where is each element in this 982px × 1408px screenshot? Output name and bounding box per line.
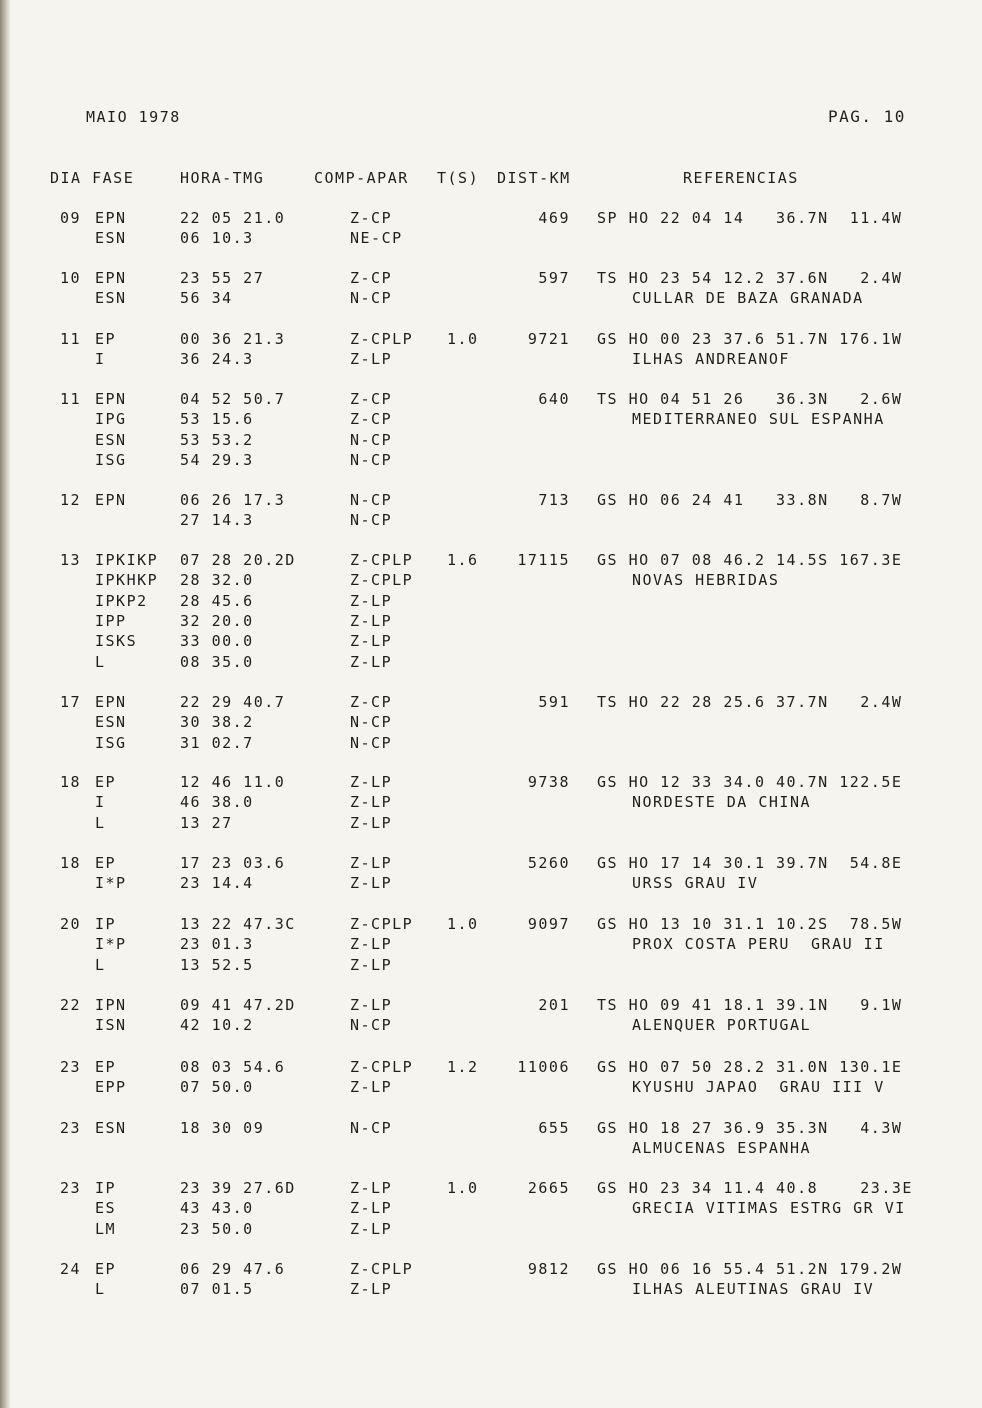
event-phase: ESN (95, 289, 127, 308)
event-phase: EPP (95, 1078, 127, 1097)
event-reference: GS HO 12 33 34.0 40.7N 122.5E (597, 773, 903, 791)
col-header-referencias: REFERENCIAS (683, 169, 799, 187)
event-period: 1.6 (447, 551, 479, 569)
event-phase: IPKIKP (95, 551, 159, 569)
col-header-ts: T(S) (437, 169, 480, 187)
event-phase: L (95, 813, 106, 832)
event-reference: TS HO 23 54 12.2 37.6N 2.4W (597, 269, 903, 287)
event-phase: ISN (95, 1016, 127, 1035)
event-day: 23 (60, 1179, 82, 1197)
event-phase: I*P (95, 935, 127, 954)
event-region: PROX COSTA PERU GRAU II (632, 935, 885, 954)
page-number: PAG. 10 (828, 107, 906, 126)
event-distance: 2665 (527, 1179, 570, 1197)
col-header-dist: DIST-KM (497, 169, 571, 187)
event-reference: GS HO 07 50 28.2 31.0N 130.1E (597, 1058, 903, 1076)
event-phase: EPN (95, 269, 127, 287)
event-time: 07 50.0 (180, 1078, 254, 1097)
col-header-hora: HORA-TMG (180, 169, 265, 187)
event-day: 18 (60, 854, 82, 872)
event-time: 53 15.6 (180, 410, 254, 429)
event-phase: EP (95, 330, 117, 348)
event-reference: GS HO 07 08 46.2 14.5S 167.3E (597, 551, 903, 569)
event-component: Z-CP (350, 410, 393, 429)
event-reference: SP HO 22 04 14 36.7N 11.4W (597, 209, 903, 227)
event-day: 11 (60, 330, 82, 348)
event-phase: IPP (95, 611, 127, 630)
event-day: 11 (60, 390, 82, 408)
event-phase: I*P (95, 874, 127, 893)
event-period: 1.0 (447, 915, 479, 933)
event-day: 23 (60, 1058, 82, 1076)
event-phase: IP (95, 1179, 117, 1197)
event-time: 23 14.4 (180, 874, 254, 893)
event-region: KYUSHU JAPAO GRAU III V (632, 1078, 885, 1097)
event-phase: EP (95, 1260, 117, 1278)
event-phase: EPN (95, 491, 127, 509)
event-component: N-CP (350, 289, 393, 308)
event-phase: EPN (95, 693, 127, 711)
event-component: Z-LP (350, 611, 393, 630)
event-reference: GS HO 06 16 55.4 51.2N 179.2W (597, 1260, 903, 1278)
event-region: ALMUCENAS ESPANHA (632, 1139, 812, 1158)
event-component: Z-LP (350, 632, 393, 651)
event-component: Z-LP (350, 1280, 393, 1299)
event-region: GRECIA VITIMAS ESTRG GR VI (632, 1199, 906, 1218)
event-time: 27 14.3 (180, 511, 254, 530)
event-component: Z-LP (350, 1219, 393, 1238)
event-component: Z-CPLP (350, 330, 414, 348)
event-reference: GS HO 06 24 41 33.8N 8.7W (597, 491, 903, 509)
event-time: 09 41 47.2D (180, 996, 296, 1014)
event-phase: ES (95, 1199, 117, 1218)
event-day: 23 (60, 1119, 82, 1137)
event-time: 00 36 21.3 (180, 330, 286, 348)
event-time: 30 38.2 (180, 713, 254, 732)
event-region: MEDITERRANEO SUL ESPANHA (632, 410, 885, 429)
event-time: 08 03 54.6 (180, 1058, 286, 1076)
event-reference: GS HO 18 27 36.9 35.3N 4.3W (597, 1119, 903, 1137)
event-time: 56 34 (180, 289, 233, 308)
event-time: 53 53.2 (180, 430, 254, 449)
event-component: Z-LP (350, 652, 393, 671)
event-component: Z-CP (350, 269, 393, 287)
event-phase: IPKHKP (95, 571, 159, 590)
event-distance: 5260 (527, 854, 570, 872)
event-period: 1.0 (447, 1179, 479, 1197)
event-time: 22 05 21.0 (180, 209, 286, 227)
event-phase: L (95, 652, 106, 671)
event-component: Z-LP (350, 591, 393, 610)
event-time: 23 55 27 (180, 269, 265, 287)
event-day: 18 (60, 773, 82, 791)
event-distance: 9812 (527, 1260, 570, 1278)
event-region: ALENQUER PORTUGAL (632, 1016, 812, 1035)
event-time: 23 50.0 (180, 1219, 254, 1238)
event-reference: GS HO 13 10 31.1 10.2S 78.5W (597, 915, 903, 933)
event-day: 13 (60, 551, 82, 569)
event-reference: TS HO 22 28 25.6 37.7N 2.4W (597, 693, 903, 711)
event-time: 06 26 17.3 (180, 491, 286, 509)
event-time: 23 39 27.6D (180, 1179, 296, 1197)
event-day: 22 (60, 996, 82, 1014)
event-distance: 9721 (527, 330, 570, 348)
event-region: NORDESTE DA CHINA (632, 793, 812, 812)
event-time: 54 29.3 (180, 450, 254, 469)
event-phase: EPN (95, 390, 127, 408)
event-day: 10 (60, 269, 82, 287)
event-component: Z-LP (350, 935, 393, 954)
header-date: MAIO 1978 (86, 108, 181, 126)
event-component: Z-CPLP (350, 571, 414, 590)
event-phase: ISG (95, 733, 127, 752)
event-phase: ISKS (95, 632, 138, 651)
event-phase: ESN (95, 229, 127, 248)
event-time: 06 29 47.6 (180, 1260, 286, 1278)
event-time: 28 45.6 (180, 591, 254, 610)
event-component: N-CP (350, 733, 393, 752)
event-region: CULLAR DE BAZA GRANADA (632, 289, 864, 308)
event-component: N-CP (350, 450, 393, 469)
event-component: Z-LP (350, 854, 393, 872)
event-phase: LM (95, 1219, 117, 1238)
event-component: N-CP (350, 511, 393, 530)
event-time: 43 43.0 (180, 1199, 254, 1218)
event-component: Z-CP (350, 390, 393, 408)
event-component: Z-LP (350, 350, 393, 369)
event-phase: IPKP2 (95, 591, 148, 610)
event-distance: 713 (538, 491, 570, 509)
event-time: 42 10.2 (180, 1016, 254, 1035)
event-component: N-CP (350, 1016, 393, 1035)
event-component: Z-LP (350, 793, 393, 812)
event-time: 12 46 11.0 (180, 773, 286, 791)
event-phase: ISG (95, 450, 127, 469)
event-time: 23 01.3 (180, 935, 254, 954)
event-component: N-CP (350, 713, 393, 732)
event-phase: EP (95, 854, 117, 872)
event-reference: TS HO 04 51 26 36.3N 2.6W (597, 390, 903, 408)
event-time: 33 00.0 (180, 632, 254, 651)
event-reference: GS HO 00 23 37.6 51.7N 176.1W (597, 330, 903, 348)
event-reference: TS HO 09 41 18.1 39.1N 9.1W (597, 996, 903, 1014)
event-component: Z-LP (350, 874, 393, 893)
event-phase: I (95, 350, 106, 369)
event-period: 1.2 (447, 1058, 479, 1076)
event-region: URSS GRAU IV (632, 874, 759, 893)
event-region: NOVAS HEBRIDAS (632, 571, 780, 590)
event-phase: ESN (95, 713, 127, 732)
event-day: 24 (60, 1260, 82, 1278)
event-phase: IPN (95, 996, 127, 1014)
event-phase: L (95, 1280, 106, 1299)
event-distance: 640 (538, 390, 570, 408)
event-distance: 11006 (517, 1058, 570, 1076)
event-day: 09 (60, 209, 82, 227)
event-component: Z-LP (350, 1199, 393, 1218)
event-day: 12 (60, 491, 82, 509)
event-phase: I (95, 793, 106, 812)
event-component: Z-CPLP (350, 551, 414, 569)
event-distance: 597 (538, 269, 570, 287)
event-distance: 9097 (527, 915, 570, 933)
event-component: Z-CPLP (350, 1058, 414, 1076)
event-component: Z-LP (350, 996, 393, 1014)
event-component: Z-CP (350, 693, 393, 711)
event-time: 46 38.0 (180, 793, 254, 812)
event-phase: EP (95, 1058, 117, 1076)
event-period: 1.0 (447, 330, 479, 348)
event-distance: 655 (538, 1119, 570, 1137)
event-day: 20 (60, 915, 82, 933)
event-phase: EPN (95, 209, 127, 227)
event-time: 32 20.0 (180, 611, 254, 630)
event-component: Z-LP (350, 773, 393, 791)
event-component: Z-LP (350, 1078, 393, 1097)
event-day: 17 (60, 693, 82, 711)
event-distance: 9738 (527, 773, 570, 791)
event-time: 08 35.0 (180, 652, 254, 671)
event-component: Z-LP (350, 1179, 393, 1197)
event-component: Z-CP (350, 209, 393, 227)
event-time: 04 52 50.7 (180, 390, 286, 408)
event-component: N-CP (350, 491, 393, 509)
event-reference: GS HO 17 14 30.1 39.7N 54.8E (597, 854, 903, 872)
event-phase: IPG (95, 410, 127, 429)
event-time: 07 01.5 (180, 1280, 254, 1299)
event-distance: 17115 (517, 551, 570, 569)
event-time: 13 27 (180, 813, 233, 832)
event-region: ILHAS ANDREANOF (632, 350, 790, 369)
col-header-comp: COMP-APAR (314, 169, 409, 187)
event-phase: EP (95, 773, 117, 791)
event-distance: 469 (538, 209, 570, 227)
event-time: 07 28 20.2D (180, 551, 296, 569)
event-phase: IP (95, 915, 117, 933)
event-phase: ESN (95, 1119, 127, 1137)
event-component: Z-CPLP (350, 915, 414, 933)
event-component: N-CP (350, 430, 393, 449)
event-component: N-CP (350, 1119, 393, 1137)
event-time: 36 24.3 (180, 350, 254, 369)
event-distance: 591 (538, 693, 570, 711)
event-time: 06 10.3 (180, 229, 254, 248)
event-time: 28 32.0 (180, 571, 254, 590)
event-component: Z-LP (350, 955, 393, 974)
event-time: 22 29 40.7 (180, 693, 286, 711)
event-distance: 201 (538, 996, 570, 1014)
event-time: 31 02.7 (180, 733, 254, 752)
event-component: Z-CPLP (350, 1260, 414, 1278)
event-time: 18 30 09 (180, 1119, 265, 1137)
event-region: ILHAS ALEUTINAS GRAU IV (632, 1280, 875, 1299)
event-time: 13 22 47.3C (180, 915, 296, 933)
event-phase: ESN (95, 430, 127, 449)
event-reference: GS HO 23 34 11.4 40.8 23.3E (597, 1179, 913, 1197)
col-header-dia-fase: DIA FASE (50, 169, 135, 187)
event-time: 17 23 03.6 (180, 854, 286, 872)
event-component: Z-LP (350, 813, 393, 832)
event-time: 13 52.5 (180, 955, 254, 974)
event-phase: L (95, 955, 106, 974)
event-component: NE-CP (350, 229, 403, 248)
